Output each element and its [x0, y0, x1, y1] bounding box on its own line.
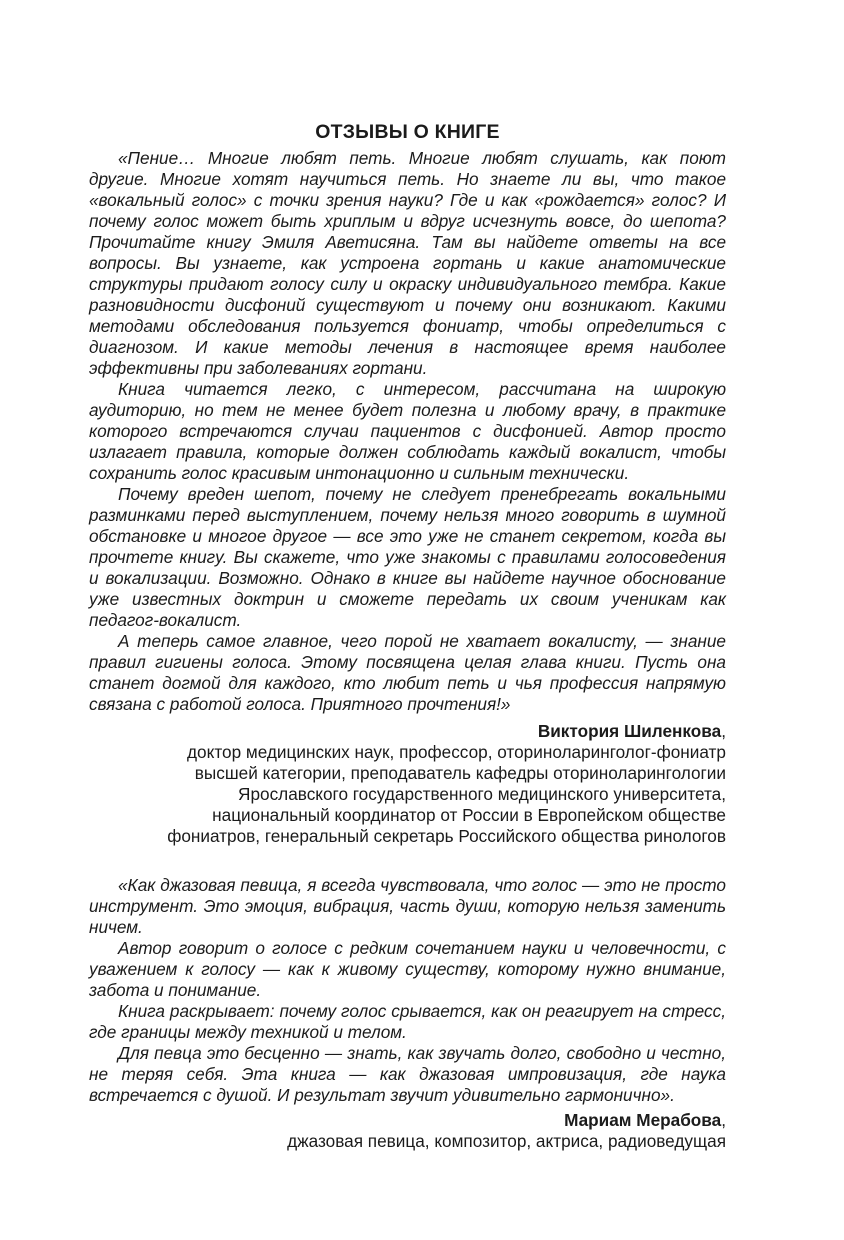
reviewer-name-punct: ,	[721, 721, 726, 741]
review-1	[89, 148, 726, 715]
reviewer-name-punct: ,	[721, 1110, 726, 1130]
reviewer-name	[89, 721, 726, 742]
review-paragraph: Почему вреден шепот, почему не следует пренебрегать вокальными разминками перед выступлением, почему нельзя много говорить в шумной обстановке и многое другое — все это уже не станет секретом, когда вы прочтете книгу. Вы скажете, что уже знакомы с правилами голосоведения и вокализации. Возможно. Однако в книге вы найдете научное обоснование уже известных доктрин и сможете передать их своим ученикам как педагог-вокалист.	[89, 484, 726, 630]
review-paragraph: А теперь самое главное, чего порой не хватает вокалисту, — знание правил гигиены голоса. Этому посвящена целая глава книги. Пусть она станет догмой для каждого, кто любит петь и чья профессия напрямую связана с работой голоса. Приятного прочтения!»	[89, 631, 726, 714]
page	[89, 118, 726, 1152]
review-paragraph: «Пение… Многие любят петь. Многие любят слушать, как поют другие. Многие хотят научиться петь. Но знаете ли вы, что такое «вокальный голос» с точки зрения науки? Где и как «рождается» голос? И почему голос может быть хриплым и вдруг исчезнуть вовсе, до шепота? Прочитайте книгу Эмиля Аветисяна. Там вы найдете ответы на все вопросы. Вы узнаете, как устроена гортань и какие анатомические структуры придают голосу силу и окраску индивидуального тембра. Какие разновидности дисфоний существуют и почему они возникают. Какими методами обследования пользуется фониатр, чтобы определиться с диагнозом. И какие методы лечения в настоящее время наиболее эффективны при заболеваниях гортани.	[89, 148, 726, 378]
reviewer-credential-line: национальный координатор от России в Европейском обществе	[212, 805, 726, 825]
reviewer-name	[89, 1110, 726, 1131]
review-2-attribution	[89, 1110, 726, 1152]
reviewer-credential-line: Ярославского государственного медицинского университета,	[238, 784, 726, 804]
reviewer-credential-line: доктор медицинских наук, профессор, оториноларинголог-фониатр	[187, 742, 726, 762]
review-1-attribution	[89, 721, 726, 847]
reviewer-credential-line: высшей категории, преподаватель кафедры оториноларингологии	[194, 763, 726, 783]
review-paragraph: Книга раскрывает: почему голос срывается, как он реагирует на стресс, где границы между техникой и телом.	[89, 1001, 726, 1042]
review-2	[89, 875, 726, 1106]
reviewer-credential-line: фониатров, генеральный секретарь Российского общества ринологов	[167, 826, 726, 846]
review-paragraph: Книга читается легко, с интересом, рассчитана на широкую аудиторию, но тем не менее будет полезна и любому врачу, в практике которого встречаются случаи пациентов с дисфонией. Автор просто излагает правила, которые должен соблюдать каждый вокалист, чтобы сохранить голос красивым интонационно и сильным технически.	[89, 379, 726, 483]
reviewer-name-text: Мариам Мерабова	[564, 1110, 722, 1130]
reviewer-name-text: Виктория Шиленкова	[537, 721, 722, 741]
review-paragraph: «Как джазовая певица, я всегда чувствовала, что голос — это не просто инструмент. Это эмоция, вибрация, часть души, которую нельзя заменить ничем.	[89, 875, 726, 937]
section-spacer	[89, 847, 726, 875]
review-paragraph: Автор говорит о голосе с редким сочетанием науки и человечности, с уважением к голосу — как к живому существу, которому нужно внимание, забота и понимание.	[89, 938, 726, 1000]
review-paragraph: Для певца это бесценно — знать, как звучать долго, свободно и честно, не теряя себя. Эта книга — как джазовая импровизация, где наука встречается с душой. И результат звучит удивительно гармонично».	[89, 1043, 726, 1105]
page-title: ОТЗЫВЫ О КНИГЕ	[315, 121, 500, 143]
reviewer-credential-line: джазовая певица, композитор, актриса, радиоведущая	[287, 1131, 726, 1151]
